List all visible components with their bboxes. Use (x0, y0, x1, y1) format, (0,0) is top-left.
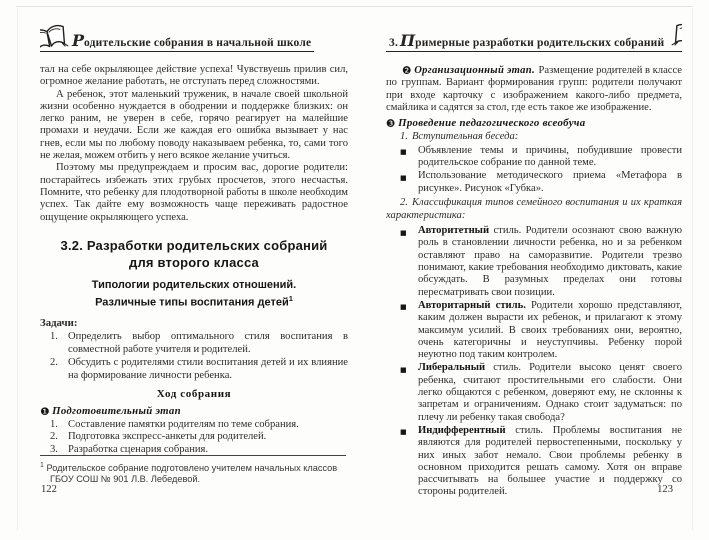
item-text: Подготовка экспресс-анкеты для родителей. (68, 431, 267, 443)
chapter-number: 3. (389, 37, 399, 49)
circled-number-1-icon: ❶ (40, 405, 50, 418)
open-book-icon (671, 22, 682, 52)
scan-edge-left (17, 8, 18, 530)
style-term: Индифферентный (418, 424, 506, 436)
paragraph: А ребенок, этот маленький труженик, в начале своей школьной жизни особенно нуждается в ободрении и поддержке близких: он легко раним, не уверен в себе, горячо реагирует на малейшие промахи и неудачи. Если же каждая его ошибка вызывает у нас гнев, если мы по любому поводу наказываем ребенка, то, сами того не желая, можем отбить у него всякое желание учиться. (40, 88, 348, 162)
footnote-divider (40, 455, 346, 456)
bullet-item (386, 170, 682, 195)
item-number: 1. (50, 419, 58, 431)
left-page (40, 0, 348, 540)
style-description: стиль. Проблемы воспитания не являются для родителей первостепенными, поскольку у них иных забот немало. Свои проблемы ребенку в основном приходится решать самому. Хотя он вправе рассчитывать на большее участие и поддержку со стороны родителей. (418, 424, 682, 498)
list-item (40, 431, 348, 443)
item-text: Вступительная беседа: (411, 131, 519, 143)
item-text: Классификация типов семейного воспитания и их краткая характеристика: (386, 197, 682, 222)
item-number: 2. (50, 431, 58, 443)
list-item (40, 419, 348, 431)
page-number-left: 122 (41, 484, 57, 495)
right-page (386, 0, 682, 540)
square-bullet-icon: ■ (400, 365, 407, 374)
stage-text: Размещение родителей в классе по группам. Вариант формирования групп: родители получают при входе карточку с изображением какого-либо предмета, смайлика и садятся за стол, где есть такое же изображение. (386, 65, 682, 113)
header-text: римерные разработки родительских собраний (415, 37, 665, 49)
item-number: 3. (50, 443, 58, 455)
item-text: Обсудить с родителями стили воспитания детей и их влияние на формирование личности ребенка. (68, 356, 348, 382)
circled-number-2-icon: ❷ (402, 64, 412, 77)
footnote-text (40, 460, 346, 485)
header-initial-letter: П (400, 31, 416, 50)
section-heading (40, 237, 348, 271)
item-number: 1. (50, 330, 58, 342)
scan-edge-right (692, 8, 693, 530)
bullet-text: Объявление темы и причины, побудившие провести родительское собрание по данной теме. (418, 144, 682, 169)
parenting-style-item (386, 300, 682, 361)
open-book-icon (40, 23, 69, 53)
footnote-number: 1 (40, 462, 44, 469)
right-running-header (386, 33, 682, 57)
style-term: Авторитетный (418, 225, 490, 237)
page-number-right: 123 (657, 484, 673, 495)
style-description: стиль. Родители высоко ценят своего ребенка, считают простительными его слабости. Они легко общаются с ребенком, доверяют ему, не склонны к запретам и ограничениям. Однако стоит задуматься: по плечу ли ребенку такая свобода? (418, 362, 682, 423)
parenting-style-item (386, 225, 682, 299)
style-term: Авторитарный стиль. (418, 299, 526, 311)
parenting-style-item (386, 425, 682, 499)
square-bullet-icon: ■ (400, 303, 407, 312)
square-bullet-icon: ■ (400, 173, 407, 182)
tasks-label: Задачи: (40, 316, 78, 329)
square-bullet-icon: ■ (400, 228, 407, 237)
style-text (418, 425, 682, 497)
agenda-item (386, 197, 682, 222)
item-text: Определить выбор оптимального стиля воспитания в совместной работе учителя и родителей. (68, 330, 348, 355)
section-heading-line2: для второго класса (129, 254, 259, 270)
square-bullet-icon: ■ (400, 148, 407, 157)
right-running-header-title (386, 31, 682, 52)
stage-paragraph (386, 64, 682, 114)
section-heading-line1: 3.2. Разработки родительских собраний (60, 237, 328, 253)
style-text (418, 362, 682, 422)
style-text (418, 300, 682, 360)
paragraph: тал на себе окрыляющее действие успеха! Чувствуешь прилив сил, огромное желание работать, не отступать перед сложностями. (40, 64, 348, 88)
task-item (40, 330, 348, 356)
square-bullet-icon: ■ (400, 428, 407, 437)
circled-number-3-icon: ❸ (386, 117, 396, 130)
topic-subheading (40, 278, 348, 310)
bullet-text: Использование методического приема «Метафора в рисунке». Рисунок «Губка». (418, 170, 682, 194)
agenda-item (386, 131, 682, 144)
item-number: 2. (400, 197, 408, 209)
style-term: Либеральный (418, 362, 486, 374)
style-description: Родители хорошо представляют, каким должен вырасти их ребенок, и прилагают к этому максимум усилий. В своих требованиях они, вероятно, очень категоричны и неуступчивы. Ребенку порой неуютно под таким контролем. (418, 299, 682, 361)
left-running-header-title (40, 31, 314, 52)
subheading-line1: Типологии родительских отношений. (91, 278, 297, 291)
stage-item-list (40, 419, 348, 455)
stage-title: Подготовительный этап (52, 405, 181, 418)
item-text: Составление памятки родителям по теме собрания. (68, 419, 299, 431)
subheading-line2: Различные типы воспитания детей (95, 296, 289, 309)
list-item (40, 444, 348, 456)
item-number: 2. (50, 356, 58, 368)
stage-title: Организационный этап. (414, 65, 535, 76)
stage-heading (40, 405, 348, 417)
stage-heading (386, 117, 682, 129)
header-text: одительские собрания в начальной школе (84, 37, 312, 49)
paragraph: Поэтому мы предупреждаем и просим вас, дорогие родители: постарайтесь избежать этих грубых просчетов, этого несчастья. Помните, что ребенку для плодотворной работы в школе необходим успех. Так дайте ему возможность чаще переживать радостное ощущение окрыляющего успеха. (40, 162, 348, 223)
footnote (40, 455, 346, 485)
stage-title: Проведение педагогического всеобуча (398, 117, 586, 130)
parenting-style-item (386, 362, 682, 423)
item-number: 1. (400, 131, 408, 143)
style-text (418, 225, 682, 297)
footnote-reference: 1 (288, 293, 293, 303)
left-running-header (40, 33, 348, 57)
task-item (40, 356, 348, 382)
header-initial-letter: Р (72, 31, 85, 50)
item-text: Разработка сценария собрания. (68, 443, 209, 455)
meeting-course-heading: Ход собрания (156, 388, 232, 401)
style-description: стиль. Родители осознают свою важную роль в становлении личности ребенка, но и за ребенком оставляют право на саморазвитие. Родители трезво понимают, какие требования необходимо диктовать, какие обсуждать. В разумных пределах они готовы пересматривать свои позиции. (418, 225, 682, 298)
footnote-body: Родительское собрание подготовлено учителем начальных классов ГБОУ СОШ № 901 Л.В. Лебедевой. (46, 463, 338, 485)
bullet-item (386, 145, 682, 170)
